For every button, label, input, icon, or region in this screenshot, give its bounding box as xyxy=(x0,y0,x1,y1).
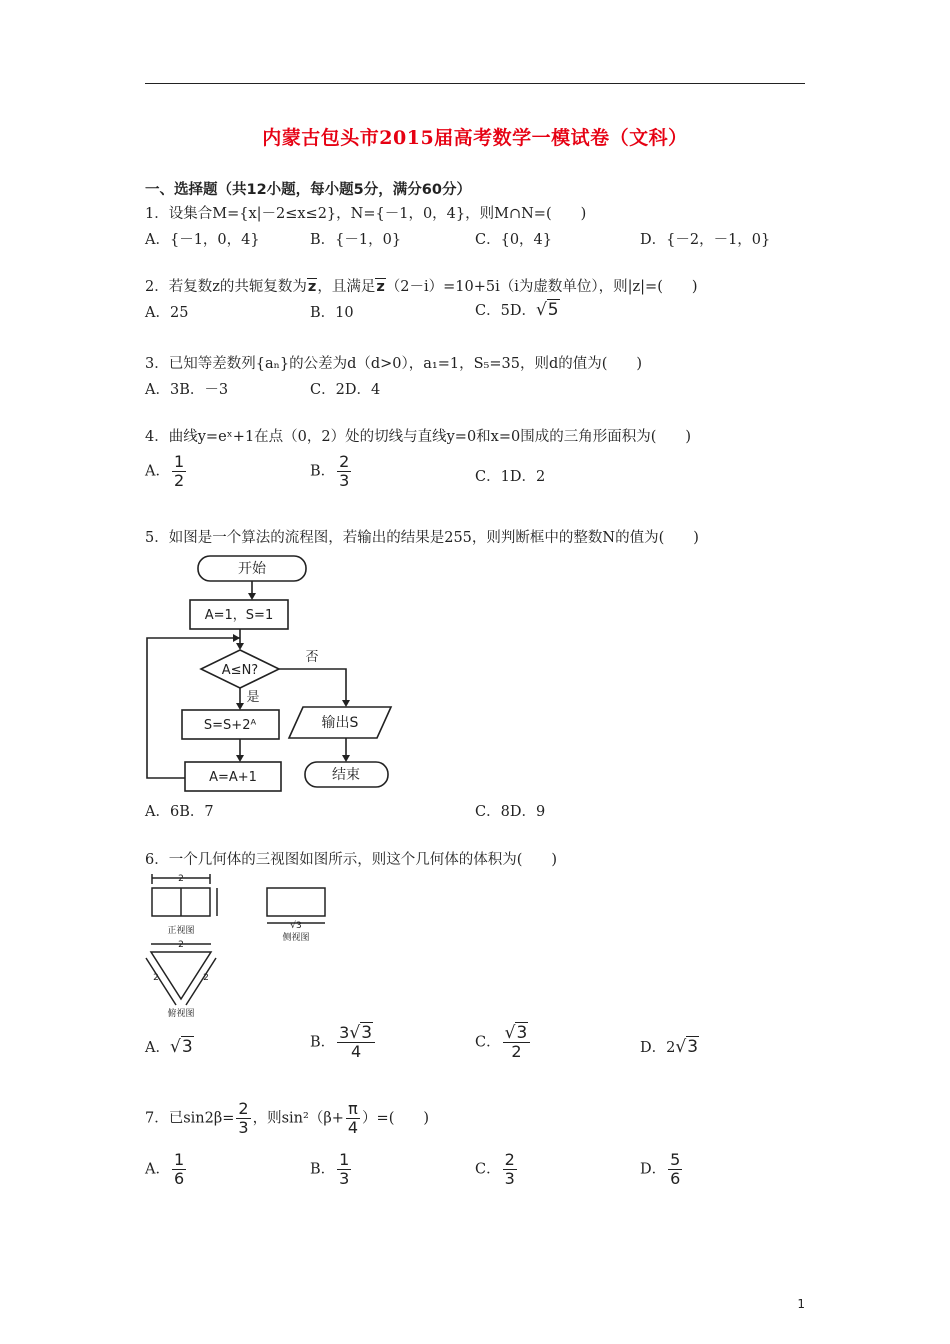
dim-top: 2 xyxy=(203,973,209,983)
flow-end-label: 结束 xyxy=(332,767,360,783)
fraction: $\frac{5}{6}$ xyxy=(670,1150,681,1188)
q1-option-c: C．{0，4} xyxy=(475,232,552,248)
sqrt-expression: √3 xyxy=(675,1037,699,1057)
q2-option-b: B．10 xyxy=(310,305,354,321)
flow-update-a-label: A=A+1 xyxy=(209,770,257,785)
q4-option-b: B． $\frac{2}{3}$ xyxy=(310,452,350,490)
q6-stem: 6．一个几何体的三视图如图所示，则这个几何体的体积为( ) xyxy=(145,852,558,868)
sqrt-expression: √5 xyxy=(535,300,559,320)
fraction: $\frac{\pi}{4}$ xyxy=(347,1099,359,1137)
z-conjugate: z xyxy=(376,279,385,295)
q6-option-c: C． $\frac{√3}{2}$ xyxy=(475,1024,532,1061)
q3-option-ab: A．3B．－3 xyxy=(145,382,229,398)
flow-output-label: 输出S xyxy=(321,715,359,731)
q2-stem: 2．若复数z的共轭复数为z，且满足z（2－i）=10+5i（i为虚数单位），则|z|=( ) xyxy=(145,279,698,295)
q7-option-b: B． $\frac{1}{3}$ xyxy=(310,1150,350,1188)
dim-front: 2 xyxy=(178,874,184,884)
flowchart xyxy=(140,548,400,798)
q5-option-ab: A．6B．7 xyxy=(145,804,214,820)
page-number: 1 xyxy=(797,1297,805,1311)
q1-option-d: D．{－2，－1，0} xyxy=(640,232,771,248)
fraction: $\frac{2}{3}$ xyxy=(238,1099,249,1137)
q7-stem: 7．已sin2β= $\frac{2}{3}$ ，则sin²（β+ $\frac{\pi}{4}$ ）=( ) xyxy=(145,1099,430,1137)
flow-yes-label: 是 xyxy=(246,690,260,705)
sqrt-expression: √3 xyxy=(169,1037,193,1057)
flow-start-label: 开始 xyxy=(238,561,266,577)
q1-stem: 1．设集合M={x|－2≤x≤2}，N={－1，0，4}，则M∩N=( ) xyxy=(145,206,587,222)
q5-stem: 5．如图是一个算法的流程图，若输出的结果是255，则判断框中的整数N的值为( ) xyxy=(145,530,699,546)
side-view xyxy=(267,888,325,916)
sqrt-expression: √3 xyxy=(504,1023,528,1043)
q1-option-b: B．{－1，0} xyxy=(310,232,402,248)
fraction: $\frac{1}{3}$ xyxy=(339,1150,350,1188)
flow-no-label: 否 xyxy=(305,650,319,665)
q2-option-a: A．25 xyxy=(145,305,189,321)
q6-option-a: A．√3 xyxy=(145,1037,193,1057)
q2-option-cd: C．5D．√5 xyxy=(475,300,559,320)
page-title: 内蒙古包头市2015届高考数学一模试卷（文科） xyxy=(262,127,688,149)
flow-init-label: A=1，S=1 xyxy=(204,608,274,623)
dim-side: √3 xyxy=(290,921,302,931)
top-view xyxy=(151,952,211,999)
front-view-label: 正视图 xyxy=(167,926,195,936)
fraction: $\frac{√3}{2}$ xyxy=(503,1024,531,1061)
fraction: $\frac{3√3}{4}$ xyxy=(337,1024,375,1061)
q7-option-c: C． $\frac{2}{3}$ xyxy=(475,1150,515,1188)
flow-update-s-label: S=S+2ᴬ xyxy=(203,718,257,733)
z-conjugate: z xyxy=(307,279,317,295)
sqrt-expression: √3 xyxy=(349,1023,373,1043)
fraction: $\frac{1}{6}$ xyxy=(173,1150,185,1188)
q7-option-a: A． $\frac{1}{6}$ xyxy=(145,1150,185,1188)
q1-option-a: A．{－1，0，4} xyxy=(145,232,260,248)
q5-option-cd: C．8D．9 xyxy=(475,804,546,820)
top-view-label: 俯视图 xyxy=(167,1009,195,1019)
q4-option-a: A． $\frac{1}{2}$ xyxy=(145,452,185,490)
header-rule xyxy=(145,83,805,84)
side-view-label: 侧视图 xyxy=(282,933,310,943)
flow-cond-label: A≤N? xyxy=(221,663,259,678)
dim-top: 2 xyxy=(153,973,159,983)
fraction: $\frac{2}{3}$ xyxy=(339,452,350,490)
fraction: $\frac{1}{2}$ xyxy=(173,452,185,490)
q6-option-d: D．2√3 xyxy=(640,1037,699,1057)
q4-option-cd: C．1D．2 xyxy=(475,469,546,485)
q6-option-b: B． $\frac{3√3}{4}$ xyxy=(310,1024,377,1061)
q3-option-cd: C．2D．4 xyxy=(310,382,381,398)
three-view-diagram xyxy=(140,868,350,1020)
dim-top: 2 xyxy=(178,940,184,950)
q7-option-d: D． $\frac{5}{6}$ xyxy=(640,1150,681,1188)
section-heading: 一、选择题（共12小题，每小题5分，满分60分） xyxy=(145,182,471,198)
fraction: $\frac{2}{3}$ xyxy=(504,1150,515,1188)
q3-stem: 3．已知等差数列{aₙ}的公差为d（d>0），a₁=1，S₅=35，则d的值为( ) xyxy=(145,356,643,372)
q4-stem: 4．曲线y=eˣ+1在点（0，2）处的切线与直线y=0和x=0围成的三角形面积为( ) xyxy=(145,429,692,445)
